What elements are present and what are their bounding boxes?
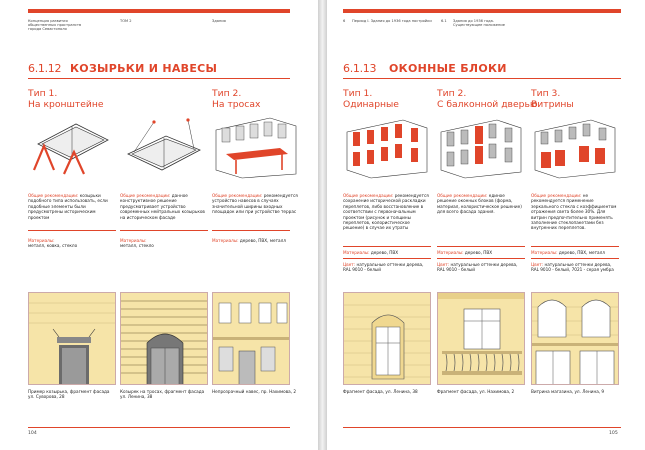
header-bar: [343, 9, 621, 13]
color-text: натуральные оттенки дерева, RAL 9010 - белый: [343, 262, 424, 273]
type-title: [343, 88, 399, 110]
canopy-rope-illustration: [212, 114, 299, 180]
color-label: Цвет:: [437, 262, 450, 267]
type-number: Тип 2.: [437, 88, 467, 99]
footer-rule: [28, 427, 290, 428]
mat-label: Материалы:: [343, 250, 370, 255]
facade-photo: [437, 292, 525, 385]
mat-text: дерево, ПВХ, металл: [557, 250, 605, 255]
mat-label: Материалы:: [28, 238, 55, 243]
divider: [28, 230, 116, 231]
type-number: Тип 1.: [28, 88, 58, 99]
color-label: Цвет:: [531, 262, 544, 267]
facade-photo: [212, 292, 290, 385]
mat-label: Материалы:: [212, 238, 239, 243]
divider: [343, 78, 621, 79]
page-number: 104: [28, 431, 37, 436]
type-name: С балконной дверью: [437, 99, 538, 110]
photo-caption: Козырек на тросах, фрагмент фасада ул. Ленина, 38: [120, 389, 205, 400]
type-name: Витрины: [531, 99, 574, 110]
right-page: [327, 0, 645, 450]
photo-caption: Фрагмент фасада, ул. Нахимова, 2: [437, 389, 515, 394]
divider: [437, 246, 525, 247]
recommendation: [28, 193, 116, 220]
rec-text: рекомендуется сохранение исторической раскладки переплетов, либо восстановление в соответствии с первоначальным проектом (рисунок и толщины переплетов, колористическое решение) в случае их утраты: [343, 193, 429, 231]
section-number: 6.1.12: [28, 62, 62, 75]
rec-text: рекомендуется устройство навесов в случаях значительной ширины входных площадок или при устройстве террас: [212, 193, 298, 215]
mat-text: дерево, ПВХ: [463, 250, 493, 255]
rec-text: данное конструктивное решение предусматривает устройство современных нейтральных козырьков на историческом фасаде: [120, 193, 205, 220]
facade-photo: [343, 292, 431, 385]
photo-caption: Витрина магазина, ул. Ленина, 9: [531, 389, 605, 394]
divider: [120, 230, 208, 231]
facade-photo: [120, 292, 208, 385]
color-text: натуральные оттенки дерева, RAL 9010 - белый: [437, 262, 518, 273]
header-chapter-num: 6: [343, 19, 346, 23]
rec-text: единое решение оконных блоков (форма, материал, колористическое решение) для всего фасада здания.: [437, 193, 522, 215]
photo-caption: Пример козырька, фрагмент фасада ул. Суворова, 28: [28, 389, 110, 400]
materials: [28, 238, 116, 249]
type-number: Тип 3.: [531, 88, 561, 99]
rec-label: Общие рекомендации:: [120, 193, 171, 198]
facade-photo: [28, 292, 116, 385]
materials: [531, 250, 619, 255]
color: [531, 262, 619, 273]
type-number: Тип 1.: [343, 88, 373, 99]
materials: [212, 238, 290, 243]
materials: [343, 250, 431, 255]
header-section-num: 6.1: [441, 19, 447, 23]
divider: [212, 230, 290, 231]
recommendation: [531, 193, 619, 231]
type-title: [437, 88, 538, 110]
rec-label: Общие рекомендации:: [437, 193, 488, 198]
mat-text: металл, стекло: [120, 243, 154, 249]
divider: [343, 258, 431, 259]
section-number: 6.1.13: [343, 62, 377, 75]
divider: [531, 258, 619, 259]
header-chapter: Здания: [212, 19, 226, 23]
window-storefront-illustration: [531, 114, 618, 180]
window-balcony-illustration: [437, 114, 524, 180]
recommendation: [437, 193, 525, 215]
type-name: На тросах: [212, 99, 261, 110]
photo-caption: Непрозрачный навес, пр. Нахимова, 2: [212, 389, 297, 394]
type-title: [531, 88, 574, 110]
book-spine: [318, 0, 327, 450]
header-title: Концепция развития общественных пространств города Севастополя: [28, 19, 82, 32]
section-title: КОЗЫРЬКИ И НАВЕСЫ: [70, 62, 218, 75]
header-section: Здания до 1936 года. Существующее положение: [453, 19, 505, 28]
color: [343, 262, 431, 273]
rec-label: Общие рекомендации:: [212, 193, 263, 198]
materials: [120, 238, 208, 249]
divider: [343, 246, 431, 247]
section-title: ОКОННЫЕ БЛОКИ: [389, 62, 507, 75]
recommendation: [212, 193, 300, 215]
type-number: Тип 2.: [212, 88, 242, 99]
mat-text: дерево, ПВХ, металл: [238, 238, 286, 243]
materials: [437, 250, 525, 255]
facade-photo: [531, 292, 619, 385]
recommendation: [120, 193, 208, 220]
color-text: натуральные оттенки дерева, RAL 9010 - белый, 7021 - серая умбра: [531, 262, 614, 273]
mat-label: Материалы:: [120, 238, 147, 243]
divider: [437, 258, 525, 259]
left-page: [0, 0, 318, 450]
mat-label: Материалы:: [437, 250, 464, 255]
header-chapter: Период I. Здания до 1936 года постройки: [352, 19, 432, 23]
color: [437, 262, 525, 273]
page-number: 105: [609, 431, 618, 436]
mat-label: Материалы:: [531, 250, 558, 255]
color-label: Цвет:: [343, 262, 356, 267]
header-bar: [28, 9, 290, 13]
rec-text: не рекомендуется применение зеркального стекла с коэффициентом отражения света более 30%. Для витрин предпочтительно применять заполнение стеклопакетами без внутренних переплетов.: [531, 193, 617, 231]
footer-rule: [343, 427, 621, 428]
divider: [531, 246, 619, 247]
recommendation: [343, 193, 431, 231]
rec-label: Общие рекомендации:: [343, 193, 394, 198]
rec-text: козырьки подобного типа использовать, если подобные элементы были предусмотрены историческим проектом: [28, 193, 108, 220]
mat-text: дерево, ПВХ: [369, 250, 399, 255]
canopy-modern-illustration: [120, 114, 207, 180]
type-name: На кронштейне: [28, 99, 104, 110]
type-title: [212, 88, 260, 110]
canopy-bracket-illustration: [28, 114, 115, 180]
type-title: [28, 88, 104, 110]
window-single-illustration: [343, 114, 430, 180]
rec-label: Общие рекомендации:: [28, 193, 79, 198]
photo-caption: Фрагмент фасада, ул. Ленина, 38: [343, 389, 418, 394]
divider: [28, 78, 290, 79]
mat-text: металл, ковка, стекло: [28, 243, 78, 249]
type-name: Одинарные: [343, 99, 399, 110]
rec-label: Общие рекомендации:: [531, 193, 582, 198]
header-volume: ТОМ 2: [120, 19, 132, 23]
